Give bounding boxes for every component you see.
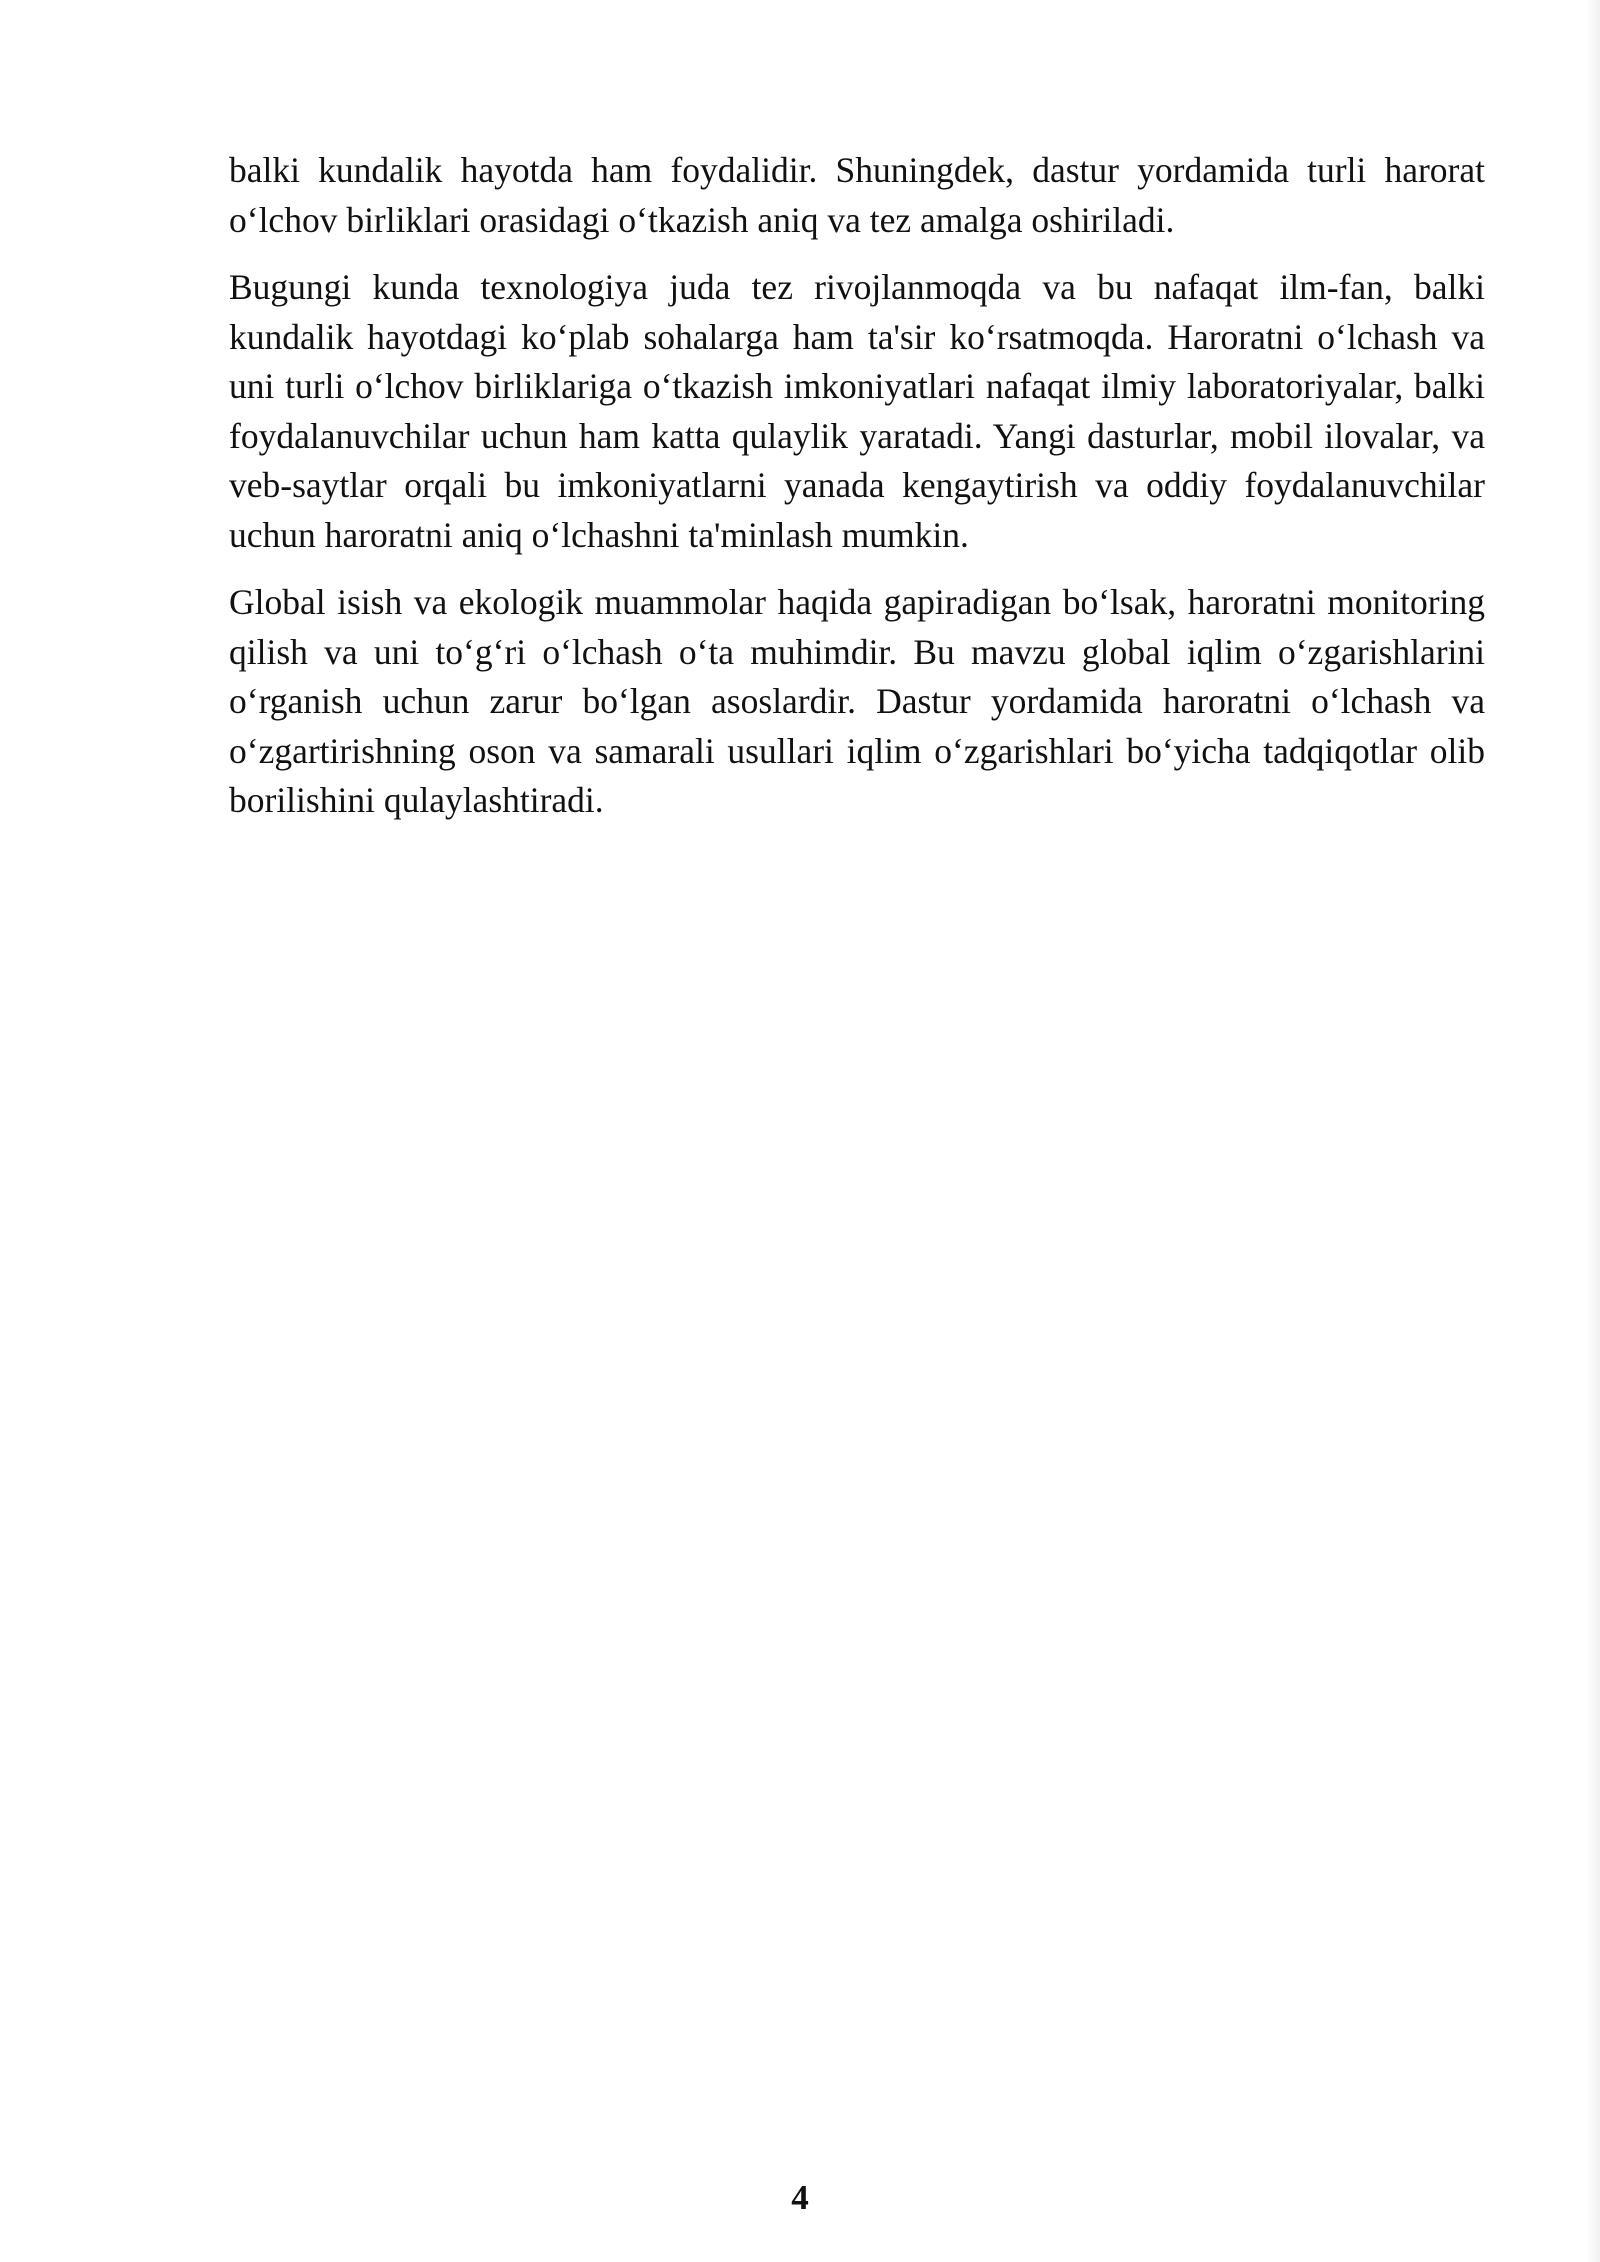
paragraph-1: balki kundalik hayotda ham foydalidir. Shuningdek, dastur yordamida turli harorat o‘lchov birliklari orasidagi o‘tkazish aniq va tez amalga oshiriladi. bbox=[229, 150, 1485, 240]
paragraph-3: Global isish va ekologik muammolar haqida gapiradigan bo‘lsak, haroratni monitoring qilish va uni to‘g‘ri o‘lchash o‘ta muhimdir. Bu mavzu global iqlim o‘zgarishlarini o‘rganish uchun zarur bo‘lgan asoslardir. Dastur yordamida haroratni o‘lchash va o‘zgartirishning oson va samarali usullari iqlim o‘zgarishlari bo‘yicha tadqiqotlar olib borilishini qulaylashtiradi. bbox=[229, 582, 1485, 820]
page-number: 4 bbox=[791, 2178, 809, 2217]
paragraph-2: Bugungi kunda texnologiya juda tez rivojlanmoqda va bu nafaqat ilm-fan, balki kundalik hayotdagi ko‘plab sohalarga ham ta'sir ko‘rsatmoqda. Haroratni o‘lchash va uni turli o‘lchov birliklariga o‘tkazish imkoniyatlari nafaqat ilmiy laboratoriyalar, balki foydalanuvchilar uchun ham katta qulaylik yaratadi. Yangi dasturlar, mobil ilovalar, va veb-saytlar orqali bu imkoniyatlarni yanada kengaytirish va oddiy foydalanuvchilar uchun haroratni aniq o‘lchashni ta'minlash mumkin. bbox=[229, 267, 1485, 555]
document-body bbox=[229, 146, 1485, 844]
page-edge-shadow bbox=[1586, 0, 1600, 2262]
